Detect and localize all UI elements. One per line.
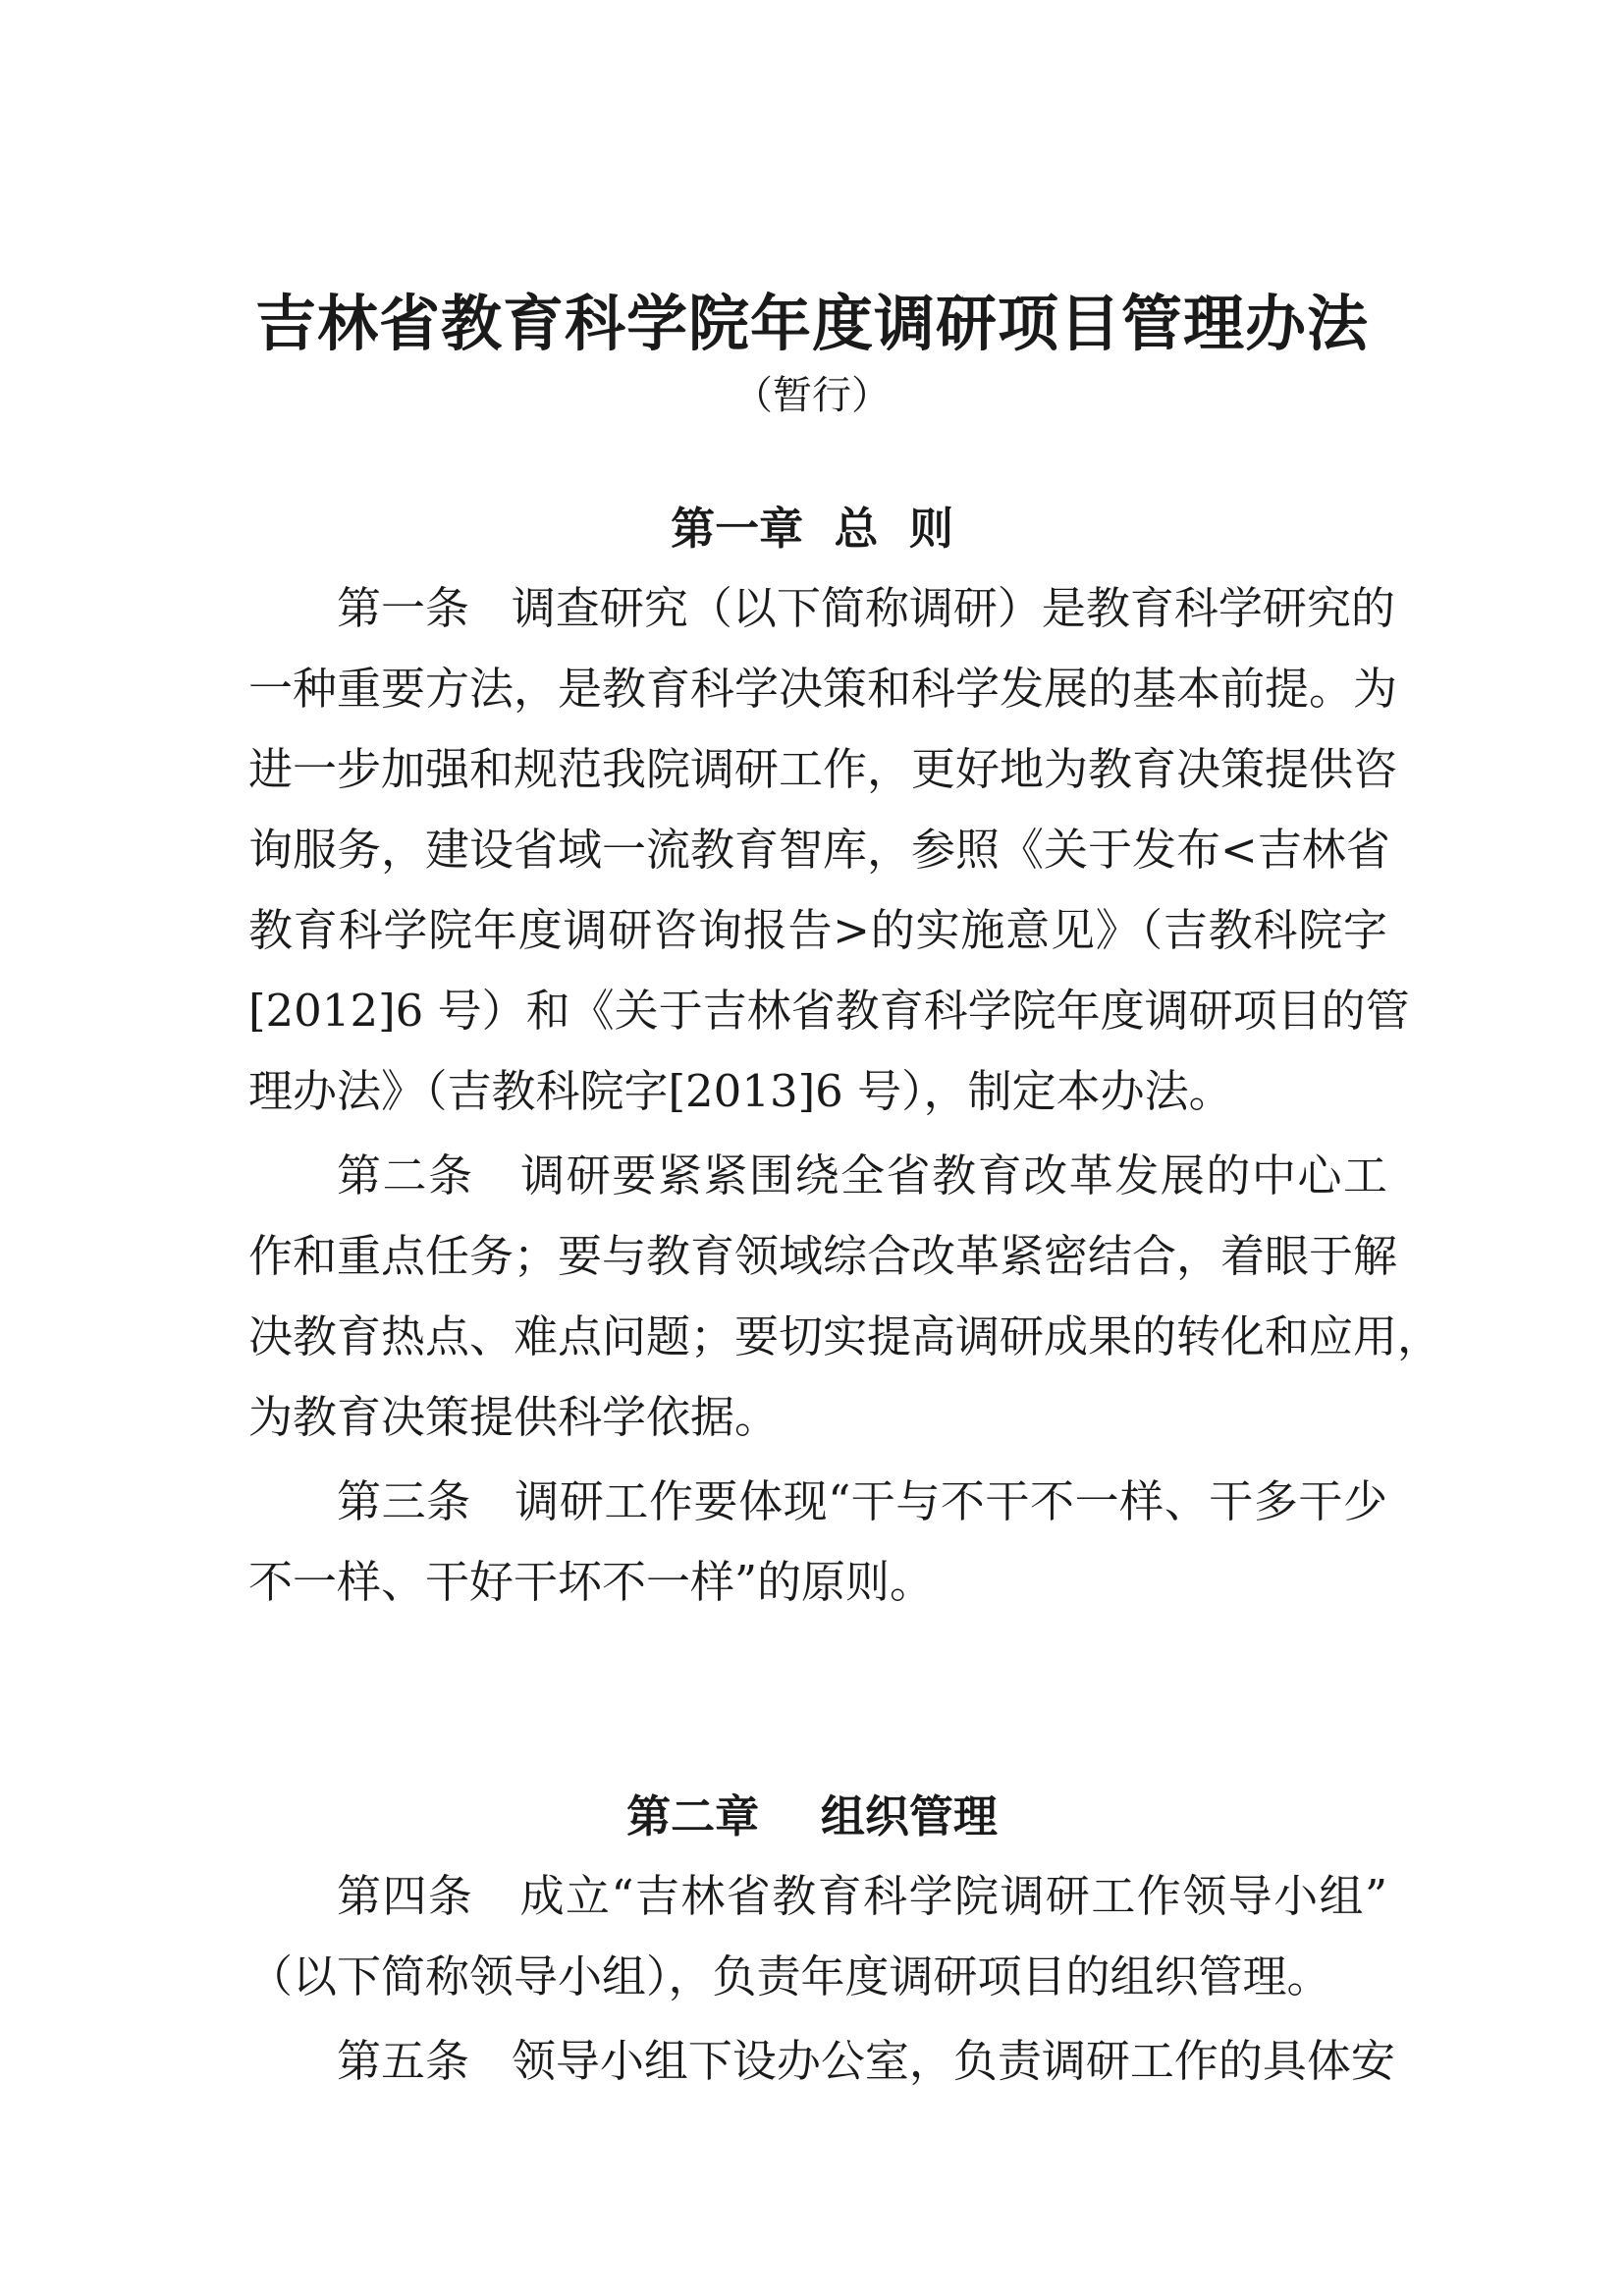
document-subtitle: （暂行）	[733, 373, 891, 418]
article-1-line-4: 询服务，建设省域一流教育智库，参照《关于发布<吉林省	[248, 824, 1390, 876]
chapter-heading-1: 第一章 总 则	[671, 503, 953, 555]
article-3-line-2: 不一样、干好干坏不一样”的原则。	[248, 1556, 935, 1608]
article-2-line-2: 作和重点任务；要与教育领域综合改革紧密结合，着眼于解	[248, 1230, 1398, 1282]
article-1-line-7: 理办法》（吉教科院字[2013]6 号），制定本办法。	[248, 1065, 1233, 1117]
article-1-line-2: 一种重要方法，是教育科学决策和科学发展的基本前提。为	[248, 663, 1398, 715]
document-title: 吉林省教育科学院年度调研项目管理办法	[254, 288, 1369, 359]
article-2-line-3: 决教育热点、难点问题；要切实提高调研成果的转化和应用，	[248, 1310, 1442, 1362]
article-2-line-1: 第二条 调研要紧紧围绕全省教育改革发展的中心工	[337, 1149, 1387, 1201]
article-4-line-1: 第四条 成立“吉林省教育科学院调研工作领导小组”	[337, 1870, 1387, 1922]
article-2-line-4: 为教育决策提供科学依据。	[248, 1391, 780, 1443]
article-1-line-6: [2012]6 号）和《关于吉林省教育科学院年度调研项目的管	[248, 985, 1410, 1037]
article-4-line-2: （以下简称领导小组），负责年度调研项目的组织管理。	[248, 1950, 1331, 2002]
article-1-line-5: 教育科学院年度调研咨询报告>的实施意见》（吉教科院字	[248, 904, 1387, 956]
article-5-line-1: 第五条 领导小组下设办公室，负责调研工作的具体安	[337, 2035, 1395, 2087]
article-3-line-1: 第三条 调研工作要体现“干与不干不一样、干多干少	[337, 1475, 1387, 1527]
chapter-heading-2: 第二章 组织管理	[626, 1790, 998, 1842]
article-1-line-3: 进一步加强和规范我院调研工作，更好地为教育决策提供咨	[248, 743, 1398, 795]
article-1-line-1: 第一条 调查研究（以下简称调研）是教育科学研究的	[337, 582, 1395, 634]
